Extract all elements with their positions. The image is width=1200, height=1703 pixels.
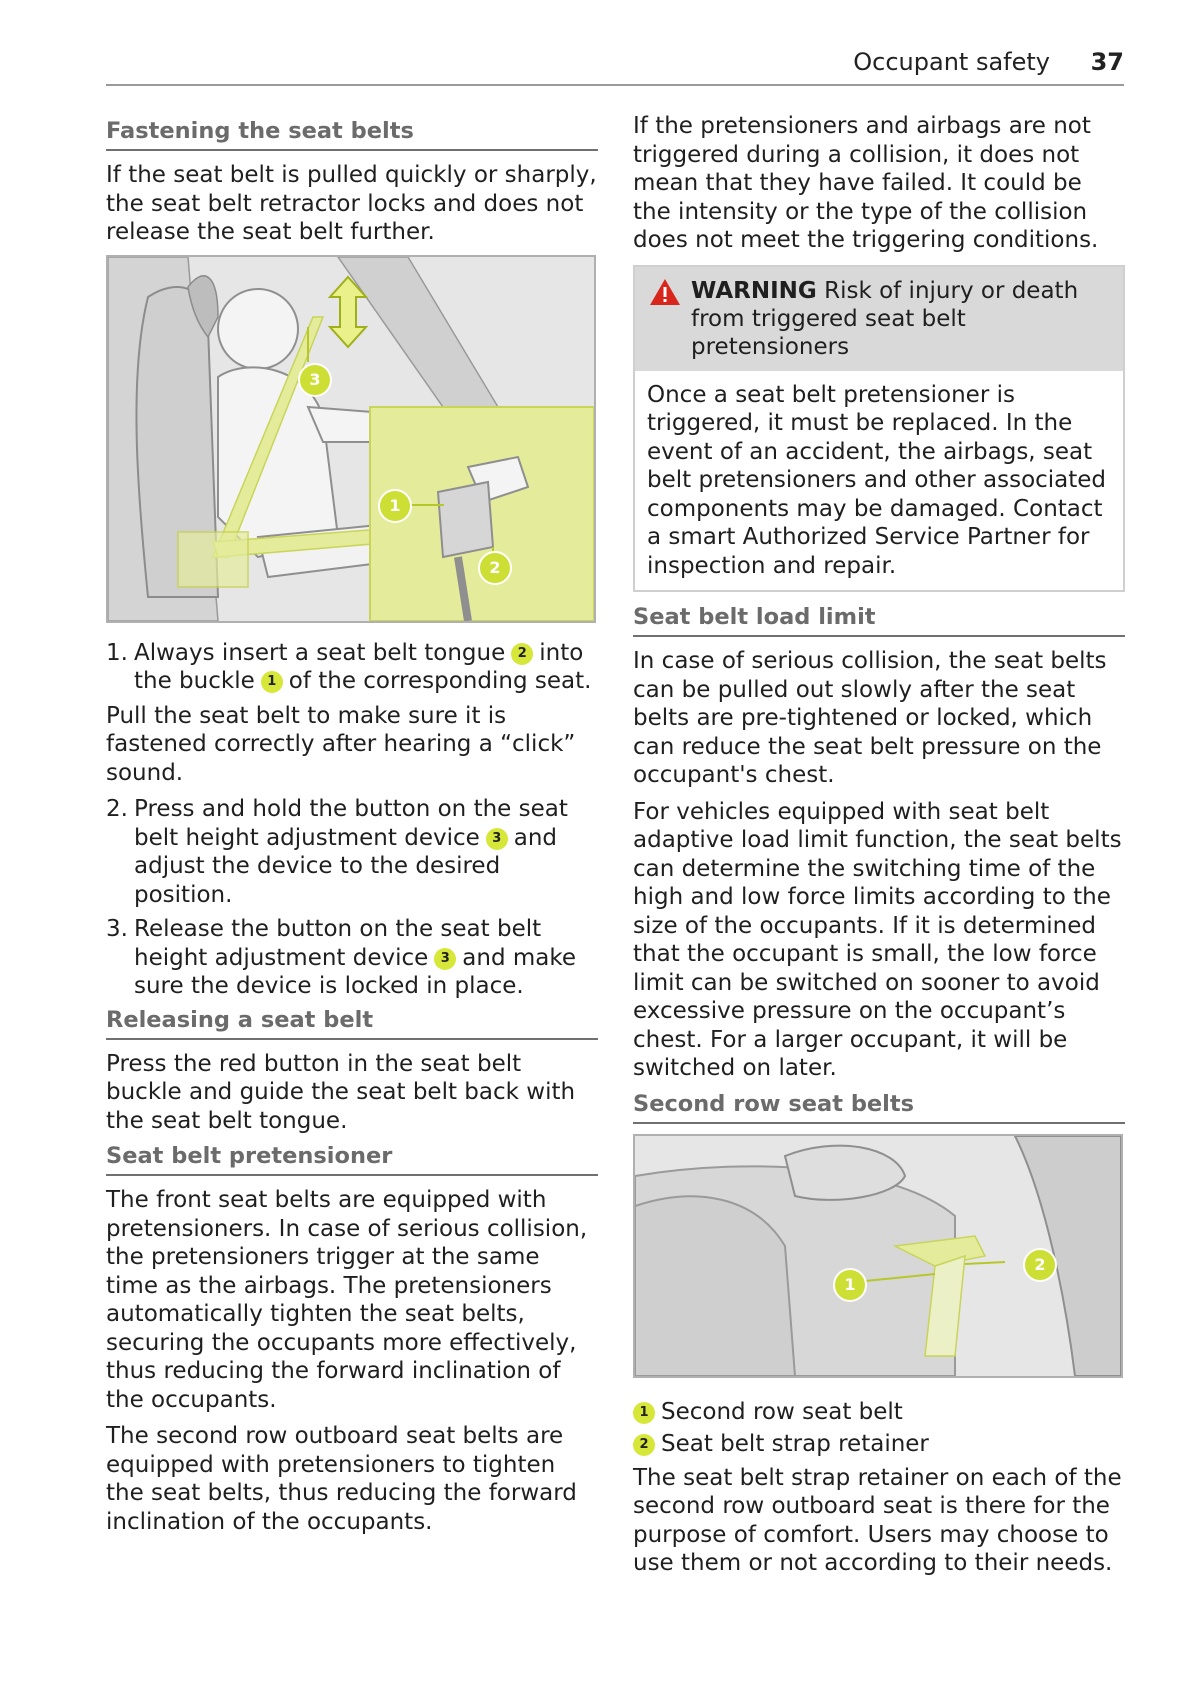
fasten-steps (106, 639, 598, 696)
pull-note: Pull the seat belt to make sure it is fastened correctly after hearing a “click” sound. (106, 702, 576, 786)
retainer-text: The seat belt strap retainer on each of the second row outboard seat is there for the purpose of comfort. Users may choose to use them or not according to their needs. (633, 1464, 1122, 1576)
heading-second-row: Second row seat belts (633, 1091, 1125, 1124)
callout-2: 2 (1023, 1248, 1057, 1282)
warning-title: Risk of injury or death from triggered seat belt pretensioners (691, 277, 1079, 360)
legend-label: Seat belt strap retainer (661, 1430, 929, 1457)
legend-badge: 2 (633, 1434, 655, 1456)
callout-1: 1 (378, 489, 412, 523)
legend-label: Second row seat belt (661, 1398, 903, 1425)
section-title: Occupant safety (853, 48, 1050, 76)
step-1: 1. Always insert a seat belt tongue 2 into the buckle 1 of the corresponding seat. (106, 639, 592, 694)
heading-releasing: Releasing a seat belt (106, 1007, 598, 1040)
figure-second-row (633, 1134, 1123, 1378)
heading-pretensioner: Seat belt pretensioner (106, 1143, 598, 1176)
legend-badge: 1 (633, 1402, 655, 1424)
badge-1: 1 (261, 671, 283, 693)
warning-triangle-icon (649, 278, 681, 313)
page-number: 37 (1090, 48, 1124, 76)
left-column (106, 118, 598, 1544)
load-p2: For vehicles equipped with seat belt adaptive load limit function, the seat belts can determine the switching time of the high and low force limits according to the size of the occupants. If it is determined that the occupant is small, the low force limit can be switched on sooner to avoid excessive pressure on the occupant’s chest. For a larger occupant, it will be switched on later. (633, 798, 1122, 1081)
step-2: 2. Press and hold the button on the seat belt height adjustment device 3 and adjust the device to the desired position. (106, 796, 568, 908)
heading-load-limit: Seat belt load limit (633, 604, 1125, 637)
warning-label: WARNING (691, 277, 817, 304)
heading-fastening: Fastening the seat belts (106, 118, 598, 151)
page-header (106, 40, 1124, 86)
legend-item-2 (633, 1428, 1125, 1460)
warning-body: Once a seat belt pretensioner is triggered, it must be replaced. In the event of an accident, the airbags, seat belt pretensioners and other associated components may be damaged. Contact a smart Authorized Service Partner for inspection and repair. (635, 371, 1123, 591)
figure-front-seat-belt (106, 255, 596, 623)
warning-box (633, 265, 1125, 593)
pretensioner-p1: The front seat belts are equipped with pretensioners. In case of serious collision, the pretensioners trigger at the same time as the airbags. The pretensioners automatically tighten the seat belts, securing the occupants more effectively, thus reducing the forward inclination of the occupants. (106, 1187, 588, 1413)
step-3: 3. Release the button on the seat belt height adjustment device 3 and make sure the device is locked in place. (106, 916, 577, 999)
not-triggered-text: If the pretensioners and airbags are not triggered during a collision, it does not mean that they have failed. It could be the intensity or the type of the collision does not meet the triggering conditions. (633, 113, 1099, 253)
badge-3: 3 (434, 948, 456, 970)
front-seat-illustration (108, 257, 594, 621)
adjust-steps (106, 795, 598, 1001)
load-p1: In case of serious collision, the seat belts can be pulled out slowly after the seat belts are pre-tightened or locked, which can reduce the seat belt pressure on the occupant's chest. (633, 648, 1107, 788)
callout-2: 2 (478, 551, 512, 585)
release-text: Press the red button in the seat belt buckle and guide the seat belt back with the seat belt tongue. (106, 1050, 576, 1134)
badge-2: 2 (511, 643, 533, 665)
fasten-intro: If the seat belt is pulled quickly or sharply, the seat belt retractor locks and does not release the seat belt further. (106, 162, 597, 245)
callout-3: 3 (298, 363, 332, 397)
pretensioner-p2: The second row outboard seat belts are equipped with pretensioners to tighten the seat belts, thus reducing the forward inclination of the occupants. (106, 1423, 577, 1535)
badge-3: 3 (486, 828, 508, 850)
warning-header (635, 267, 1123, 371)
right-column (633, 112, 1125, 1586)
callout-1: 1 (833, 1268, 867, 1302)
legend-item-1 (633, 1396, 1125, 1428)
